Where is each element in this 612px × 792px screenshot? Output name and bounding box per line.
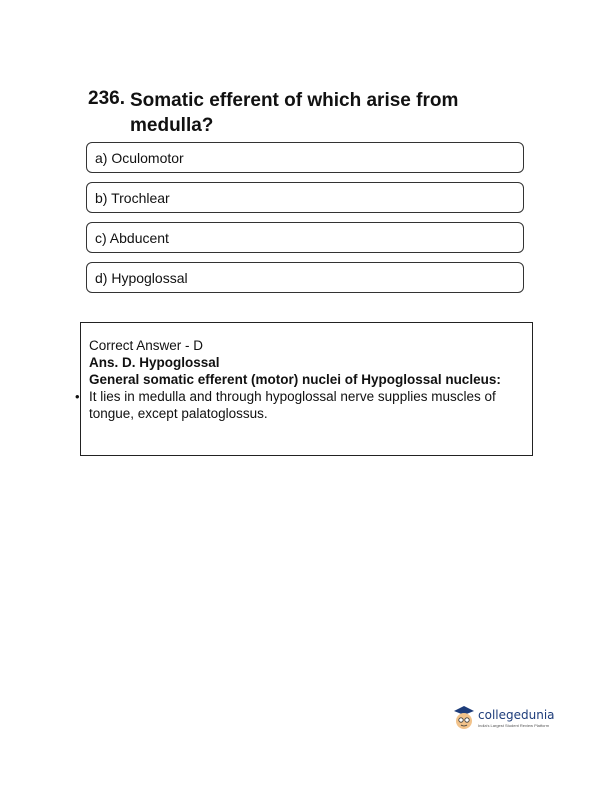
option-c[interactable]: c) Abducent — [86, 222, 524, 253]
answer-box — [75, 322, 533, 456]
logo-name: collegedunia — [478, 708, 555, 722]
explanation-heading: General somatic efferent (motor) nuclei of Hypoglossal nucleus: — [89, 372, 501, 387]
correct-answer: Correct Answer - D — [89, 338, 204, 353]
option-d[interactable]: d) Hypoglossal — [86, 262, 524, 293]
bullet-text: It lies in medulla and through hypoglossal nerve supplies muscles of tongue, except palatoglossus. — [89, 389, 496, 421]
mascot-icon — [452, 703, 476, 733]
bullet-icon: • — [75, 389, 80, 404]
option-b[interactable]: b) Trochlear — [86, 182, 524, 213]
explanation-bullet — [75, 388, 524, 422]
logo-tagline: India's Largest Student Review Platform — [478, 723, 550, 728]
question-text: Somatic efferent of which arise from medulla? — [130, 90, 459, 136]
collegedunia-logo — [452, 701, 562, 735]
question-number: 236. — [88, 88, 125, 109]
option-a[interactable]: a) Oculomotor — [86, 142, 524, 173]
answer-line: Ans. D. Hypoglossal — [89, 355, 220, 370]
